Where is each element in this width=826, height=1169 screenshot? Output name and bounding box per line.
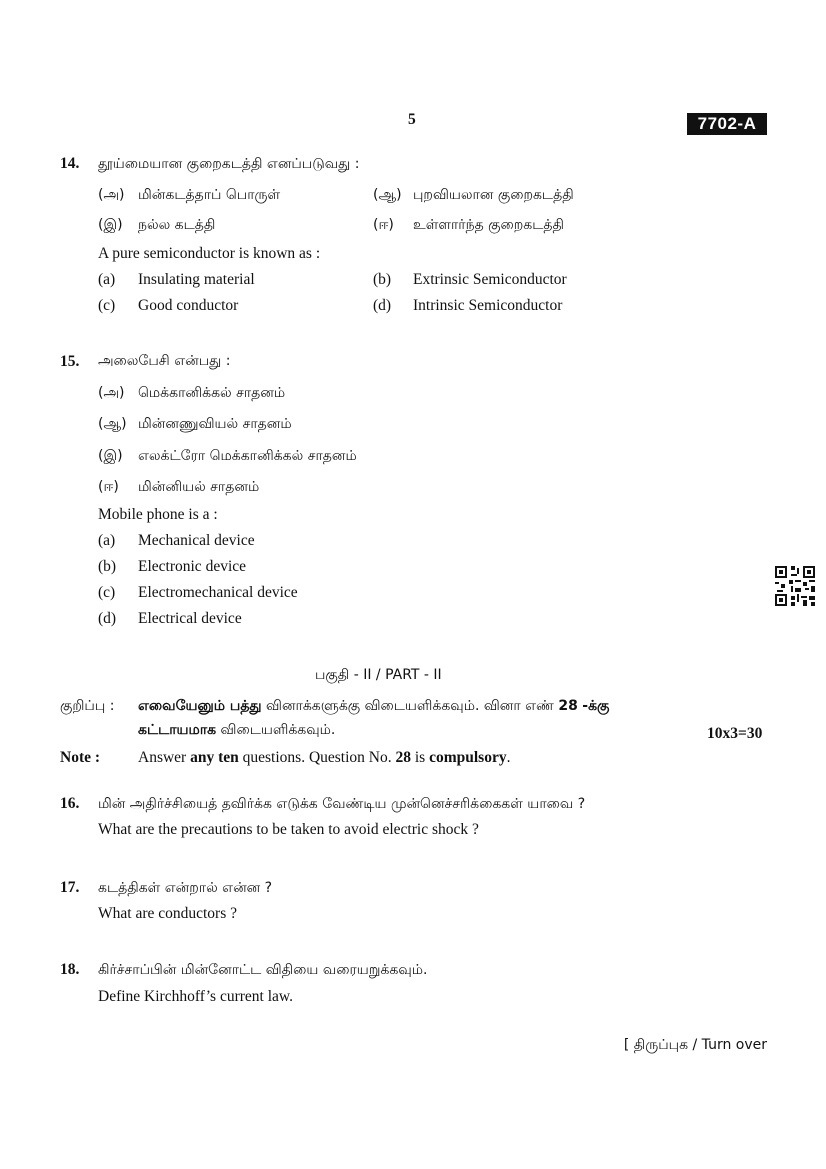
page-number: 5 [408, 111, 416, 128]
q14-opt-en-c-label: (c) [98, 297, 116, 314]
q15-opt-ta-3-label: (இ) [98, 448, 123, 464]
q14-opt-en-b: Extrinsic Semiconductor [413, 271, 567, 288]
q14-opt-en-c: Good conductor [138, 297, 239, 314]
q16-number: 16. [60, 795, 80, 812]
note-ta-bold: எவையேனும் பத்து [138, 698, 262, 714]
q15-opt-ta-2: மின்னணுவியல் சாதனம் [138, 416, 292, 432]
q14-opt-en-a-label: (a) [98, 271, 116, 288]
note-label-ta: குறிப்பு : [60, 698, 115, 714]
turn-over-note [624, 1036, 767, 1055]
q15-opt-en-d-label: (d) [98, 610, 117, 627]
q18-number: 18. [60, 961, 80, 978]
q15-opt-ta-2-label: (ஆ) [98, 416, 127, 432]
q15-opt-en-a: Mechanical device [138, 532, 255, 549]
note-label-en: Note : [60, 749, 101, 766]
note-ta-text1: வினாக்களுக்கு விடையளிக்கவும். வினா எண் [266, 698, 554, 714]
q14-question-en: A pure semiconductor is known as : [98, 245, 321, 262]
qr-code-icon [775, 566, 815, 606]
q18-question-en: Define Kirchhoff’s current law. [98, 988, 293, 1005]
note-en [138, 749, 510, 767]
q15-opt-en-b-label: (b) [98, 558, 117, 575]
part-ii-heading: பகுதி - II / PART - II [315, 667, 442, 683]
q14-opt-en-b-label: (b) [373, 271, 392, 288]
q14-opt-en-d: Intrinsic Semiconductor [413, 297, 563, 314]
q14-number: 14. [60, 155, 80, 172]
note-ta-line2-bold: கட்டாயமாக [138, 722, 217, 738]
marks-allocation: 10x3=30 [707, 725, 763, 742]
q15-opt-ta-1-label: (அ) [98, 385, 125, 401]
note-en-text2: questions. Question No. [242, 749, 392, 766]
note-ta-line2 [138, 722, 335, 740]
q14-opt-ta-1-label: (அ) [98, 187, 125, 203]
q15-opt-en-c: Electromechanical device [138, 584, 298, 601]
q15-question-en: Mobile phone is a : [98, 506, 218, 523]
q14-opt-ta-2: புறவியலான குறைகடத்தி [413, 187, 574, 203]
q14-opt-ta-4: உள்ளார்ந்த குறைகடத்தி [413, 217, 564, 233]
note-ta-text2: -க்கு [582, 698, 610, 714]
q14-opt-ta-1: மின்கடத்தாப் பொருள் [138, 187, 281, 203]
q16-question-ta: மின் அதிர்ச்சியைத் தவிர்க்க எடுக்க வேண்டிய முன்னெச்சரிக்கைகள் யாவை ? [98, 796, 586, 812]
q15-opt-en-c-label: (c) [98, 584, 116, 601]
q18-question-ta: கிர்ச்சாப்பின் மின்னோட்ட விதியை வரையறுக்கவும். [98, 962, 428, 978]
q14-opt-en-d-label: (d) [373, 297, 392, 314]
q15-opt-en-a-label: (a) [98, 532, 116, 549]
note-en-num: 28 [395, 749, 411, 766]
q15-opt-ta-3: எலக்ட்ரோ மெக்கானிக்கல் சாதனம் [138, 448, 357, 464]
q14-opt-en-a: Insulating material [138, 271, 255, 288]
q14-opt-ta-3-label: (இ) [98, 217, 123, 233]
q15-opt-ta-1: மெக்கானிக்கல் சாதனம் [138, 385, 286, 401]
q15-opt-ta-4-label: (ஈ) [98, 479, 119, 495]
note-en-text4: . [506, 749, 511, 766]
turn-over-text: [ திருப்புக / Turn over [623, 1037, 767, 1053]
note-ta-line2-text: விடையளிக்கவும். [220, 722, 336, 738]
q15-question-ta: அலைபேசி என்பது : [98, 353, 231, 369]
q17-question-ta: கடத்திகள் என்றால் என்ன ? [98, 880, 273, 896]
note-en-text3: is [414, 749, 426, 766]
note-en-bold2: compulsory [429, 749, 507, 766]
note-en-text1: Answer [138, 749, 187, 766]
q17-question-en: What are conductors ? [98, 905, 238, 922]
q14-question-ta: தூய்மையான குறைகடத்தி எனப்படுவது : [98, 156, 360, 172]
paper-code-badge: 7702-A [687, 113, 767, 135]
q17-number: 17. [60, 879, 80, 896]
q16-question-en: What are the precautions to be taken to avoid electric shock ? [98, 821, 479, 838]
q15-opt-ta-4: மின்னியல் சாதனம் [138, 479, 260, 495]
note-ta-num: 28 [558, 698, 578, 714]
q15-opt-en-d: Electrical device [138, 610, 242, 627]
q14-opt-ta-2-label: (ஆ) [373, 187, 402, 203]
note-en-bold1: any ten [190, 749, 239, 766]
q14-opt-ta-3: நல்ல கடத்தி [138, 217, 216, 233]
note-ta-line1 [138, 698, 609, 716]
q14-opt-ta-4-label: (ஈ) [373, 217, 394, 233]
q15-opt-en-b: Electronic device [138, 558, 247, 575]
q15-number: 15. [60, 353, 80, 370]
